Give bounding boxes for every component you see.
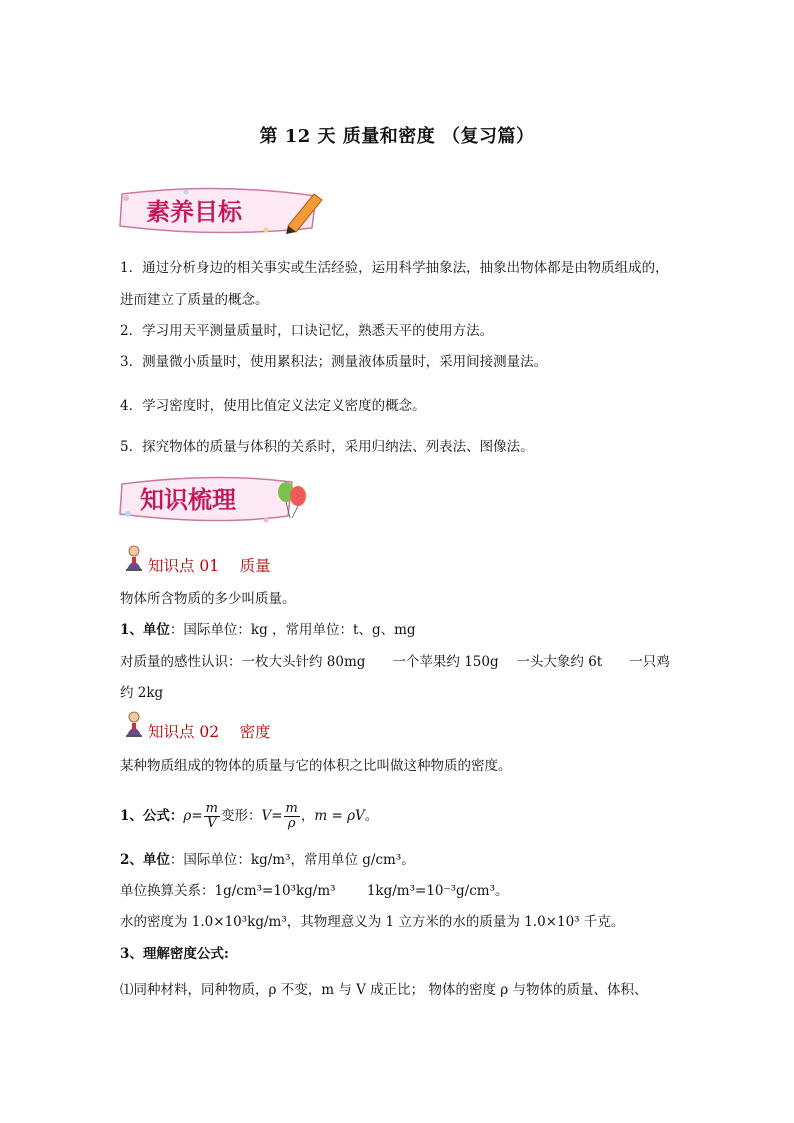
fraction-m-over-v <box>204 802 220 831</box>
fraction-denominator: ρ <box>287 815 296 831</box>
density-unit-label: 2、单位 <box>120 852 170 868</box>
water-density: 水的密度为 1.0×10³kg/m³，其物理意义为 1 立方米的水的质量为 1.0×10³ 千克。 <box>120 914 625 930</box>
understand-label: 3、理解密度公式 <box>120 946 224 962</box>
mass-unit-text: ：国际单位：kg ，常用单位：t、g、mg <box>169 622 416 638</box>
goal-1-line-1: 1．通过分析身边的相关事实或生活经验，运用科学抽象法，抽象出物体都是由物质组成的， <box>120 260 669 276</box>
mass-perception-line-2: 约 2kg <box>120 685 164 701</box>
fraction-m-over-rho <box>284 802 300 831</box>
banner-knowledge-summary-text: 知识梳理 <box>140 486 236 514</box>
equals-sign: = <box>191 808 203 824</box>
density-unit-text: ：国际单位：kg/m³，常用单位 g/cm³。 <box>169 852 415 868</box>
equals-sign: = <box>271 808 283 824</box>
mass-definition: 物体所含物质的多少叫质量。 <box>120 591 296 607</box>
comma: ， <box>300 808 315 824</box>
goal-2: 2．学习用天平测量质量时，口诀记忆，熟悉天平的使用方法。 <box>120 323 494 339</box>
formula-label: 1、公式 <box>120 808 170 824</box>
banner-ribbon-graphic <box>116 474 326 524</box>
goal-4: 4．学习密度时，使用比值定义法定义密度的概念。 <box>120 398 426 414</box>
density-unit-line <box>120 850 415 870</box>
deform-label: 变形： <box>220 808 262 824</box>
density-formula-line <box>120 796 378 836</box>
banner-learning-goals <box>116 186 326 236</box>
banner-knowledge-summary <box>116 474 326 524</box>
formula-tail: m = ρV <box>314 808 365 824</box>
density-definition: 某种物质组成的物体的质量与它的体积之比叫做这种物质的密度。 <box>120 758 512 774</box>
mass-unit-line <box>120 620 416 640</box>
page-title: 第 12 天 质量和密度 （复习篇） <box>259 126 535 147</box>
goal-1-line-2: 进而建立了质量的概念。 <box>120 292 269 308</box>
understand-colon: : <box>223 946 229 962</box>
goal-3: 3．测量微小质量时，使用累积法；测量液体质量时，采用间接测量法。 <box>120 354 548 370</box>
fraction-numerator: m <box>285 800 298 816</box>
knowledge-point-01-title: 知识点 01 质量 <box>148 557 271 575</box>
teacher-icon <box>123 711 145 737</box>
rho-symbol: ρ <box>183 808 192 824</box>
formula-colon: ： <box>169 808 184 824</box>
understand-point-1: ⑴同种材料，同种物质，ρ 不变，m 与 V 成正比； 物体的密度 ρ 与物体的质量、体积、 <box>120 982 648 998</box>
fraction-numerator: m <box>205 800 218 816</box>
teacher-icon <box>123 545 145 571</box>
understand-formula-heading <box>120 944 229 964</box>
goal-5: 5．探究物体的质量与体积的关系时，采用归纳法、列表法、图像法。 <box>120 439 534 455</box>
mass-unit-label: 1、单位 <box>120 622 170 638</box>
period: 。 <box>364 808 379 824</box>
unit-conversion: 单位换算关系：1g/cm³=10³kg/m³ 1kg/m³=10⁻³g/cm³。 <box>120 883 509 899</box>
fraction-denominator: V <box>207 815 217 831</box>
mass-perception-line-1: 对质量的感性认识：一枚大头针约 80mg 一个苹果约 150g 一头大象约 6t 一只鸡 <box>120 654 670 670</box>
banner-learning-goals-text: 素养目标 <box>146 198 242 226</box>
banner-ribbon-graphic <box>116 186 326 236</box>
knowledge-point-02-title: 知识点 02 密度 <box>148 723 271 741</box>
volume-symbol: V <box>261 808 272 824</box>
